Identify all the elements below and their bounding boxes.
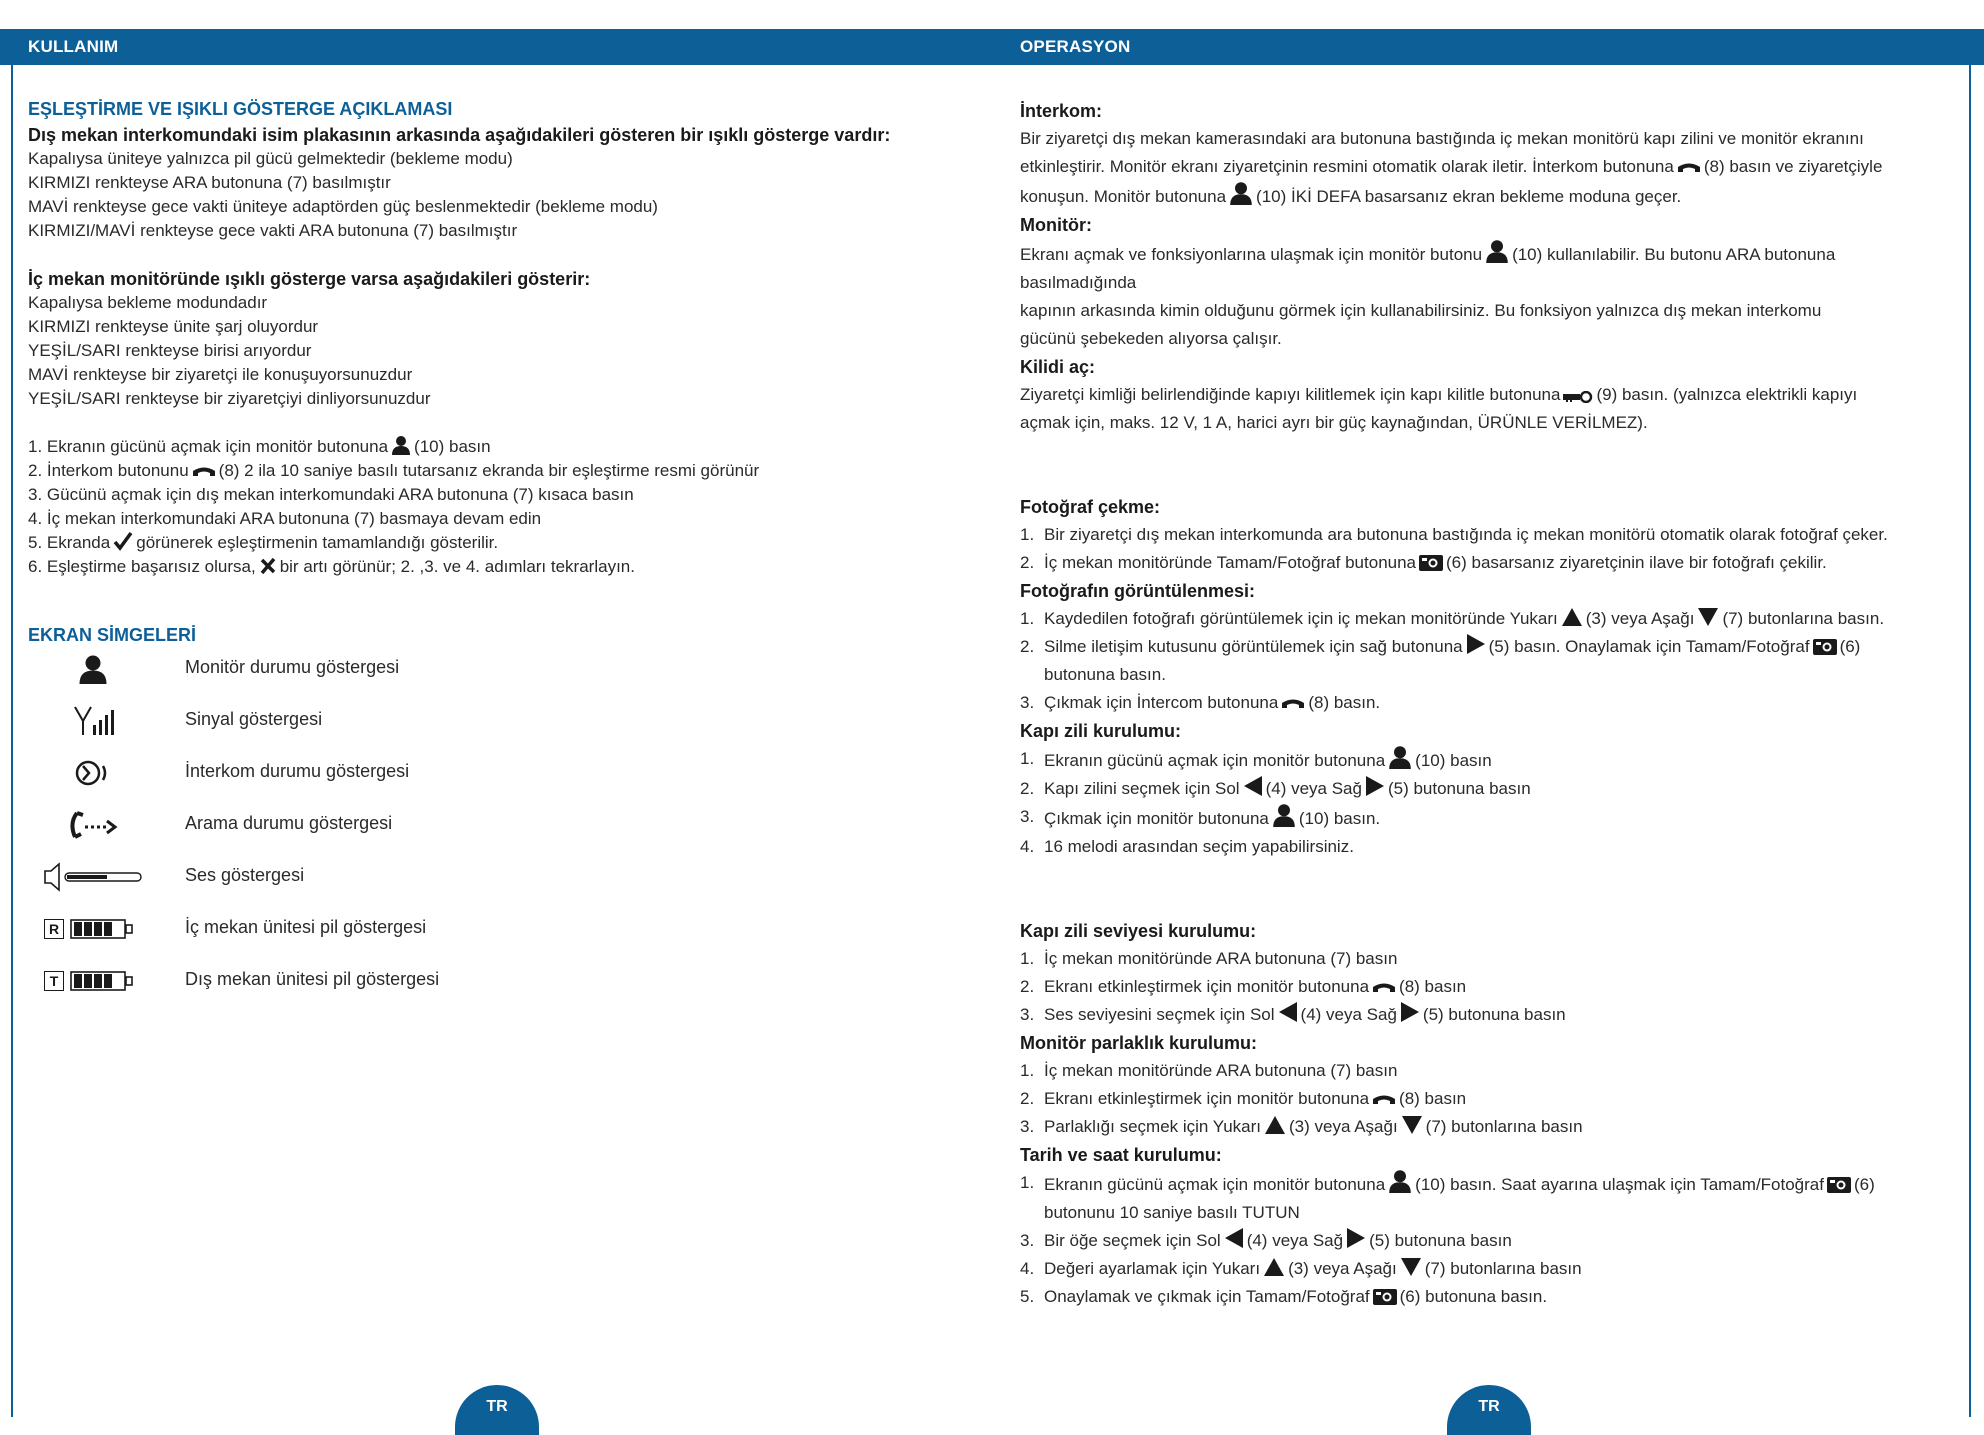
symbol-label: İç mekan ünitesi pil göstergesi [185,917,427,937]
handset-icon [1372,1093,1396,1107]
step-text: 1. Ekranın gücünü açmak için monitör butonuna [28,437,389,456]
text: butonuna basın. [1044,665,1166,684]
list-item [1020,689,1950,717]
text: Bir öğe seçmek için Sol [1044,1231,1221,1250]
indoor-line: YEŞİL/SARI renkteyse birisi arıyordur [28,341,312,360]
text: (4) veya Sağ [1246,1231,1344,1250]
bright-title: Monitör parlaklık kurulumu: [1020,1033,1258,1053]
pairing-step-3: 3. Gücünü açmak için dış mekan interkomundaki ARA butonuna (7) kısaca basın [28,485,634,504]
text: Kaydedilen fotoğrafı görüntülemek için iç mekan monitöründe Yukarı [1044,609,1558,628]
list-item [1020,803,1950,833]
monitor-title: Monitör: [1020,215,1092,235]
cross-icon [259,557,277,575]
text: 16 melodi arasından seçim yapabilirsiniz. [1044,837,1354,856]
symbols-title: EKRAN SİMGELERİ [28,625,197,645]
call-icon [67,809,119,841]
step-text: (10) basın [414,437,491,456]
text: Parlaklığı seçmek için Yukarı [1044,1117,1261,1136]
unlock-text: açmak için, maks. 12 V, 1 A, harici ayrı bir güç kaynağından, ÜRÜNLE VERİLMEZ). [1020,413,1648,432]
camera-icon [1827,1175,1851,1193]
person-icon [391,435,411,455]
text: etkinleştirir. Monitör ekranı ziyaretçinin resmini otomatik olarak iletir. İnterkom butonuna [1020,157,1674,176]
header-bar [0,29,1984,65]
text: (3) veya Aşağı [1289,1117,1398,1136]
item-number: 1. [1020,525,1035,544]
text: Ekranın gücünü açmak için monitör butonuna [1044,751,1386,770]
left-page-tab: TR [455,1385,539,1435]
text: (7) butonlarına basın [1425,1117,1583,1136]
symbols-list [28,649,973,989]
item-number: 2. [1020,553,1035,572]
key-icon [1563,391,1593,403]
item-number: 2. [1020,1089,1035,1108]
right-page-tab: TR [1447,1385,1531,1435]
text: İç mekan monitöründe ARA butonuna (7) basın [1044,1061,1398,1080]
item-number: 3. [1020,807,1035,826]
battery-badge: R [44,919,64,939]
list-item [1020,1057,1950,1085]
text: (10) basın. [1298,809,1381,828]
unlock-text [1020,381,1950,409]
text: (6) [1839,637,1861,656]
monitor-text: kapının arkasında kimin olduğunu görmek için kullanabilirsiniz. Bu fonksiyon yalnızca dış mekan interkomu [1020,301,1822,320]
photo-list [1020,521,1950,577]
item-number: 2. [1020,779,1035,798]
left-frame-border [11,65,13,1417]
item-number: 4. [1020,1259,1035,1278]
monitor-text [1020,239,1950,269]
text: (8) basın ve ziyaretçiyle [1703,157,1883,176]
list-item [1020,1283,1950,1311]
left-arrow-icon [1224,1227,1244,1249]
text: (8) basın. [1308,693,1381,712]
indoor-line: YEŞİL/SARI renkteyse bir ziyaretçiyi dinliyorsunuzdur [28,389,431,408]
step-text: 2. İnterkom butonunu [28,461,189,480]
text: butonunu 10 saniye basılı TUTUN [1044,1203,1300,1222]
up-arrow-icon [1264,1115,1286,1135]
list-item [1020,973,1950,1001]
list-item [1020,1113,1950,1141]
right-header-title: OPERASYON [1020,37,1131,56]
text: Ses seviyesini seçmek için Sol [1044,1005,1275,1024]
list-item [1020,633,1950,689]
text: konuşun. Monitör butonuna [1020,187,1227,206]
right-arrow-icon [1346,1227,1366,1249]
battery-r-icon [38,909,148,949]
list-item [1020,521,1950,549]
person-icon [1388,1169,1412,1193]
view-list [1020,605,1950,717]
text: Ekranı etkinleştirmek için monitör butonuna [1044,977,1370,996]
down-arrow-icon [1400,1257,1422,1277]
intercom-text [1020,181,1950,211]
step-text: 5. Ekranda [28,533,111,552]
list-item [1020,1085,1950,1113]
list-item [1020,775,1950,803]
text: (6) basarsanız ziyaretçinin ilave bir fotoğrafı çekilir. [1446,553,1827,572]
monitor-text: basılmadığında [1020,273,1137,292]
level-list [1020,945,1950,1029]
indoor-intro: İç mekan monitöründe ışıklı gösterge varsa aşağıdakileri gösterir: [28,269,591,289]
volume-icon [41,861,145,893]
camera-icon [1373,1287,1397,1305]
symbol-label: Ses göstergesi [185,865,305,885]
step-text: görünerek eşleştirmenin tamamlandığı gösterilir. [136,533,499,552]
monitor-text: gücünü şebekeden alıyorsa çalışır. [1020,329,1282,348]
text: (5) basın. Onaylamak için Tamam/Fotoğraf [1488,637,1810,656]
text: (10) basın [1415,751,1492,770]
text: (9) basın. (yalnızca elektrikli kapıyı [1596,385,1858,404]
date-title: Tarih ve saat kurulumu: [1020,1145,1222,1165]
handset-icon [1372,981,1396,995]
checkmark-icon [113,531,133,551]
pairing-step-6 [28,555,973,579]
indoor-line: MAVİ renkteyse bir ziyaretçi ile konuşuyorsunuzdur [28,365,413,384]
view-title: Fotoğrafın görüntülenmesi: [1020,581,1255,601]
right-arrow-icon [1466,633,1486,655]
text: Ekranı etkinleştirmek için monitör butonuna [1044,1089,1370,1108]
indoor-line: Kapalıysa bekleme modundadır [28,293,268,312]
bell-list [1020,745,1950,861]
outdoor-line: KIRMIZI/MAVİ renkteyse gece vakti ARA butonuna (7) basılmıştır [28,221,518,240]
indoor-line: KIRMIZI renkteyse ünite şarj oluyordur [28,317,319,336]
list-item [1020,745,1950,775]
symbol-label: Arama durumu göstergesi [185,813,393,833]
text: (5) butonuna basın [1387,779,1531,798]
intercom-title: İnterkom: [1020,101,1103,121]
list-item [1020,833,1950,861]
text: Ziyaretçi kimliği belirlendiğinde kapıyı kilitlemek için kapı kilitle butonuna [1020,385,1561,404]
text: (6) butonuna basın. [1399,1287,1548,1306]
list-item [1020,1001,1950,1029]
text: (7) butonlarına basın [1424,1259,1582,1278]
text: Ekranın gücünü açmak için monitör butonuna [1044,1175,1386,1194]
intercom-text [1020,153,1950,181]
bright-list [1020,1057,1950,1141]
text: Bir ziyaretçi dış mekan interkomunda ara butonuna bastığında iç mekan monitörü otomatik olarak fotoğraf çeker. [1044,525,1888,544]
step-text: 6. Eşleştirme başarısız olursa, [28,557,256,576]
item-number: 2. [1020,977,1035,996]
person-icon [1485,239,1509,263]
item-number: 1. [1020,1061,1035,1080]
symbol-label: İnterkom durumu göstergesi [185,761,410,781]
down-arrow-icon [1697,607,1719,627]
text: Değeri ayarlamak için Yukarı [1044,1259,1261,1278]
item-number: 3. [1020,1117,1035,1136]
handset-icon [1281,697,1305,711]
text: (10) İKİ DEFA basarsanız ekran bekleme moduna geçer. [1256,187,1682,206]
item-number: 1. [1020,1173,1035,1192]
down-arrow-icon [1401,1115,1423,1135]
symbol-label: Sinyal göstergesi [185,709,323,729]
signal-icon [71,705,115,737]
person-icon [1229,181,1253,205]
list-item [1020,945,1950,973]
right-column [1020,65,1950,1311]
text: İç mekan monitöründe ARA butonuna (7) basın [1044,949,1398,968]
left-column [28,65,973,989]
text: (3) veya Aşağı [1585,609,1695,628]
text: (5) butonuna basın [1422,1005,1566,1024]
symbol-label: Dış mekan ünitesi pil göstergesi [185,969,440,989]
text: (8) basın [1399,1089,1467,1108]
person-icon [1272,803,1296,827]
intercom-icon [74,757,112,789]
text: (4) veya Sağ [1300,1005,1397,1024]
outdoor-line: KIRMIZI renkteyse ARA butonuna (7) basılmıştır [28,173,391,192]
text: Ekranı açmak ve fonksiyonlarına ulaşmak için monitör butonu [1020,245,1483,264]
item-number: 3. [1020,1231,1035,1250]
list-item [1020,1169,1950,1227]
intercom-text: Bir ziyaretçi dış mekan kamerasındaki ara butonuna bastığında iç mekan monitörü kapı zilini ve monitör ekranını [1020,129,1864,148]
list-item [1020,1255,1950,1283]
step-text: bir artı görünür; 2. ,3. ve 4. adımları tekrarlayın. [279,557,635,576]
pairing-title: EŞLEŞTİRME VE IŞIKLI GÖSTERGE AÇIKLAMASI [28,99,453,119]
camera-icon [1813,637,1837,655]
right-arrow-icon [1400,1001,1420,1023]
step-text: (8) 2 ila 10 saniye basılı tutarsanız ekranda bir eşleştirme resmi görünür [218,461,760,480]
item-number: 5. [1020,1287,1035,1306]
date-list [1020,1169,1950,1311]
list-item [1020,549,1950,577]
item-number: 2. [1020,637,1035,656]
outdoor-intro: Dış mekan interkomundaki isim plakasının arkasında aşağıdakileri gösteren bir ışıklı gösterge vardır: [28,125,891,145]
bell-title: Kapı zili kurulumu: [1020,721,1182,741]
pairing-step-5 [28,531,973,555]
text: (4) veya Sağ [1265,779,1362,798]
text: Onaylamak ve çıkmak için Tamam/Fotoğraf [1044,1287,1370,1306]
person-icon [1388,745,1412,769]
pairing-step-1 [28,435,973,459]
battery-badge: T [44,971,64,991]
left-arrow-icon [1278,1001,1298,1023]
text: (10) basın. Saat ayarına ulaşmak için Tamam/Fotoğraf [1415,1175,1824,1194]
list-item [1020,1227,1950,1255]
handset-icon [1677,161,1701,175]
text: (10) kullanılabilir. Bu butonu ARA butonuna [1512,245,1836,264]
text: (6) [1853,1175,1875,1194]
text: Çıkmak için İntercom butonuna [1044,693,1279,712]
text: (5) butonuna basın [1369,1231,1512,1250]
item-number: 4. [1020,837,1035,856]
item-number: 1. [1020,749,1035,768]
handset-icon [192,465,216,479]
symbol-label: Monitör durumu göstergesi [185,657,400,677]
pairing-step-4: 4. İç mekan interkomundaki ARA butonuna (7) basmaya devam edin [28,509,542,528]
up-arrow-icon [1263,1257,1285,1277]
right-frame-border [1969,65,1971,1417]
battery-t-icon [38,961,148,1001]
up-arrow-icon [1561,607,1583,627]
unlock-title: Kilidi aç: [1020,357,1096,377]
item-number: 3. [1020,693,1035,712]
item-number: 1. [1020,609,1035,628]
item-number: 3. [1020,1005,1035,1024]
outdoor-line: Kapalıysa üniteye yalnızca pil gücü gelmektedir (bekleme modu) [28,149,513,168]
left-arrow-icon [1243,775,1263,797]
person-icon [78,654,108,684]
text: Silme iletişim kutusunu görüntülemek için sağ butonuna [1044,637,1463,656]
outdoor-line: MAVİ renkteyse gece vakti üniteye adaptörden güç beslenmektedir (bekleme modu) [28,197,658,216]
text: Çıkmak için monitör butonuna [1044,809,1269,828]
level-title: Kapı zili seviyesi kurulumu: [1020,921,1257,941]
pairing-step-2 [28,459,973,483]
list-item [1020,605,1950,633]
item-number: 1. [1020,949,1035,968]
camera-icon [1419,553,1443,571]
photo-title: Fotoğraf çekme: [1020,497,1161,517]
left-header-title: KULLANIM [28,37,119,56]
right-arrow-icon [1365,775,1385,797]
text: İç mekan monitöründe Tamam/Fotoğraf butonuna [1044,553,1417,572]
text: (8) basın [1399,977,1467,996]
text: (3) veya Aşağı [1288,1259,1397,1278]
text: (7) butonlarına basın. [1722,609,1885,628]
text: Kapı zilini seçmek için Sol [1044,779,1240,798]
